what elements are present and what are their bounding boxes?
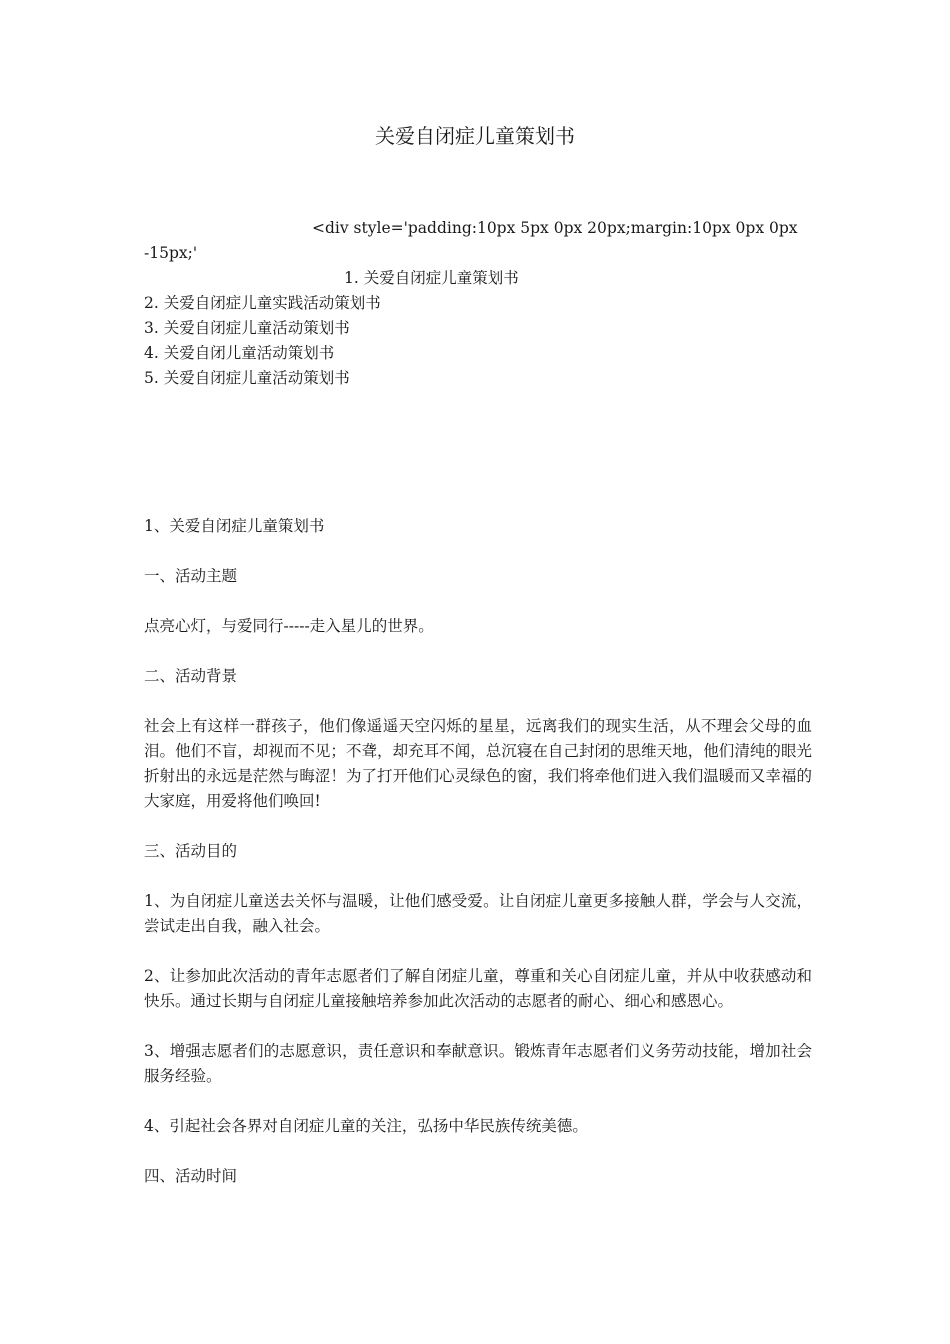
subsection-heading: 三、活动目的	[144, 842, 238, 860]
toc-item[interactable]: 3. 关爱自闭症儿童活动策划书	[144, 319, 350, 337]
paragraph: 1、为自闭症儿童送去关怀与温暖，让他们感受爱。让自闭症儿童更多接触人群，学会与人交流，尝试走出自我，融入社会。	[144, 892, 812, 935]
paragraph: 点亮心灯，与爱同行-----走入星儿的世界。	[144, 617, 434, 635]
paragraph: 4、引起社会各界对自闭症儿童的关注，弘扬中华民族传统美德。	[144, 1117, 588, 1135]
paragraph: 2、让参加此次活动的青年志愿者们了解自闭症儿童，尊重和关心自闭症儿童，并从中收获感动和快乐。通过长期与自闭症儿童接触培养参加此次活动的志愿者的耐心、细心和感恩心。	[144, 967, 812, 1010]
document-body	[144, 514, 812, 1214]
html-code-line-continued: -15px;'	[144, 244, 198, 262]
subsection-heading: 一、活动主题	[144, 567, 238, 585]
table-of-contents	[144, 216, 814, 391]
paragraph: 3、增强志愿者们的志愿意识，责任意识和奉献意识。锻炼青年志愿者们义务劳动技能，增加社会服务经验。	[144, 1042, 812, 1085]
toc-item[interactable]: 5. 关爱自闭症儿童活动策划书	[144, 369, 350, 387]
toc-item[interactable]: 2. 关爱自闭症儿童实践活动策划书	[144, 294, 381, 312]
html-code-line: <div style='padding:10px 5px 0px 20px;margin:10px 0px 0px	[312, 219, 798, 237]
paragraph: 社会上有这样一群孩子，他们像遥遥天空闪烁的星星，远离我们的现实生活，从不理会父母的血泪。他们不盲，却视而不见；不聋，却充耳不闻，总沉寝在自己封闭的思维天地，他们清纯的眼光折射出的永远是茫然与晦涩！为了打开他们心灵绿色的窗，我们将牵他们进入我们温暖而又幸福的大家庭，用爱将他们唤回!	[144, 717, 812, 810]
section-heading: 1、关爱自闭症儿童策划书	[144, 517, 325, 535]
toc-item[interactable]: 4. 关爱自闭儿童活动策划书	[144, 344, 335, 362]
toc-item[interactable]: 1. 关爱自闭症儿童策划书	[344, 269, 519, 287]
subsection-heading: 二、活动背景	[144, 667, 238, 685]
document-title: 关爱自闭症儿童策划书	[375, 124, 575, 148]
subsection-heading: 四、活动时间	[144, 1167, 238, 1185]
